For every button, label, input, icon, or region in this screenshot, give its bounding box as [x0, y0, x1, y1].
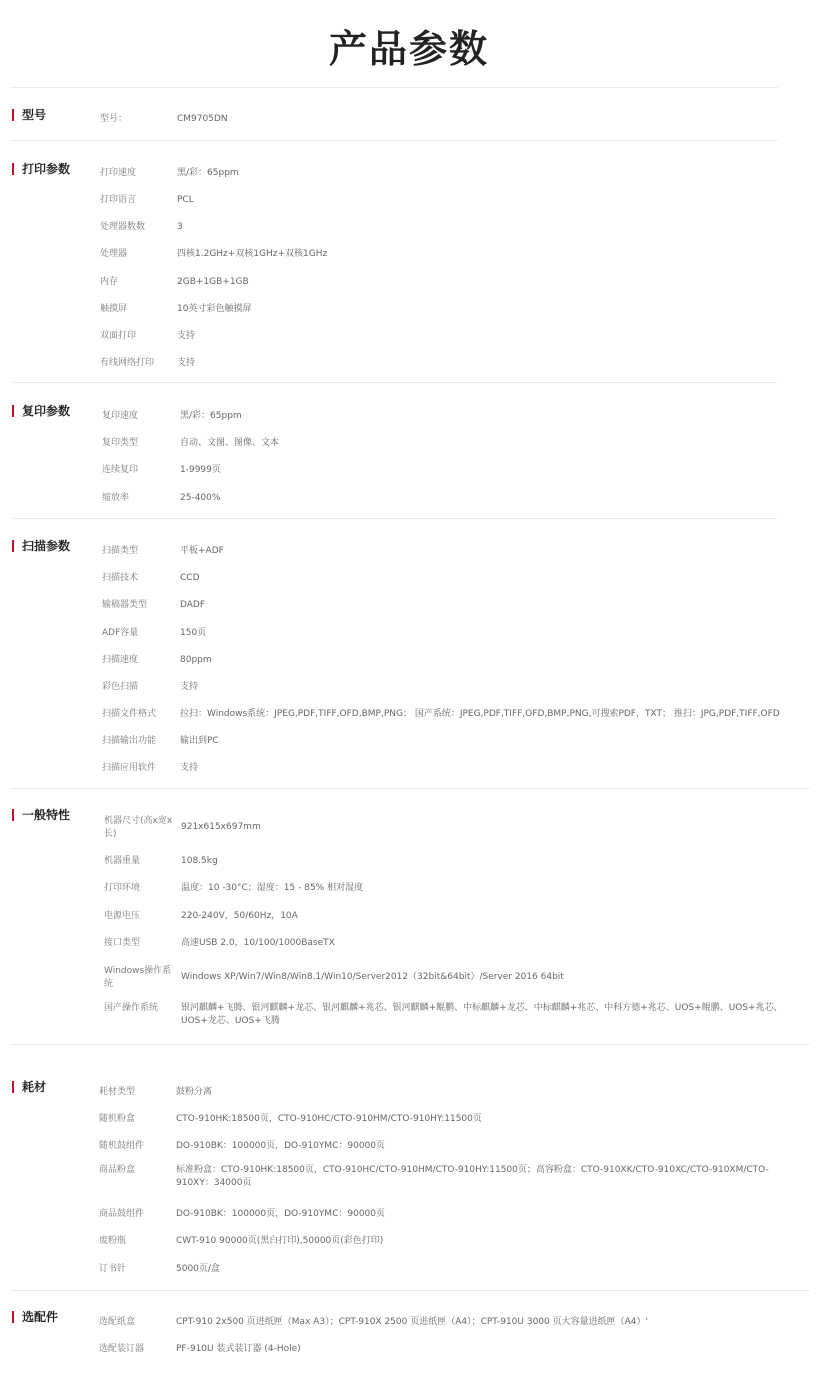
spec-label: 复印速度 — [102, 411, 139, 421]
spec-value: CM9705DN — [177, 114, 228, 124]
spec-label: 扫描输出功能 — [102, 736, 157, 746]
section-accent-bar — [12, 163, 14, 175]
spec-label: 订书针 — [99, 1264, 127, 1274]
spec-value: 支持 — [180, 682, 199, 692]
section-accent-bar — [12, 1311, 14, 1323]
spec-label: Windows操作系统 — [104, 966, 172, 989]
spec-label: 触摸屏 — [100, 304, 128, 314]
spec-value: 10英寸彩色触摸屏 — [177, 304, 252, 314]
section-accent-bar — [12, 540, 14, 552]
section-divider — [10, 788, 810, 789]
spec-label: 型号： — [100, 114, 128, 124]
spec-value: 鼓粉分离 — [176, 1087, 213, 1097]
section-title: 一般特性 — [22, 808, 71, 822]
spec-value: Windows XP/Win7/Win8/Win8.1/Win10/Server2012（32bit&64bit）/Server 2016 64bit — [181, 972, 564, 982]
spec-label: 连续复印 — [102, 465, 139, 475]
spec-value: PCL — [177, 195, 194, 205]
spec-value: 平板+ADF — [180, 546, 224, 556]
spec-value: DO-910BK：100000页，DO-910YMC：90000页 — [176, 1141, 385, 1151]
spec-label: 双面打印 — [100, 331, 137, 341]
spec-label: 扫描速度 — [102, 655, 139, 665]
spec-value: 高速USB 2.0，10/100/1000BaseTX — [181, 938, 335, 948]
section-accent-bar — [12, 1081, 14, 1093]
section-accent-bar — [12, 405, 14, 417]
spec-label: 商品粉盒 — [99, 1165, 136, 1175]
spec-value: 921x615x697mm — [181, 822, 261, 832]
section-title: 打印参数 — [22, 162, 71, 176]
spec-value: 108.5kg — [181, 856, 218, 866]
section-divider — [10, 140, 778, 141]
spec-value: CCD — [180, 573, 200, 583]
spec-label: 扫描类型 — [102, 546, 139, 556]
spec-label: 选配纸盒 — [99, 1317, 136, 1327]
spec-label: 电源电压 — [104, 911, 141, 921]
spec-value: 支持 — [180, 763, 199, 773]
spec-label: 打印语言 — [100, 195, 137, 205]
section-divider — [10, 1290, 810, 1291]
section-accent-bar — [12, 809, 14, 821]
spec-value: 3 — [177, 222, 183, 232]
spec-label: 耗材类型 — [99, 1087, 136, 1097]
spec-label: 缩放率 — [102, 493, 130, 503]
section-title: 扫描参数 — [22, 539, 71, 553]
section-title: 耗材 — [22, 1080, 47, 1094]
spec-value: DO-910BK：100000页，DO-910YMC：90000页 — [176, 1209, 385, 1219]
spec-value: 温度：10 -30°C；湿度：15 - 85% 相对湿度 — [181, 883, 364, 893]
spec-label: ADF容量 — [102, 628, 139, 638]
section-title: 复印参数 — [22, 404, 71, 418]
spec-label: 机器尺寸(高x宽x长) — [104, 816, 173, 839]
spec-label: 处理器 — [100, 249, 128, 259]
spec-value: 220-240V，50/60Hz，10A — [181, 911, 298, 921]
spec-value: CPT-910 2x500 页进纸匣（Max A3）；CPT-910X 2500 页进纸匣（A4）；CPT-910U 3000 页大容量进纸匣（A4）' — [176, 1317, 648, 1327]
spec-label: 复印类型 — [102, 438, 139, 448]
section-title: 型号 — [22, 108, 47, 122]
spec-value: 80ppm — [180, 655, 212, 665]
section-divider — [10, 382, 778, 383]
spec-label: 有线网络打印 — [100, 358, 155, 368]
section-divider — [10, 1044, 810, 1045]
spec-value: 支持 — [177, 358, 196, 368]
spec-label: 内存 — [100, 277, 119, 287]
spec-value: 1-9999页 — [180, 465, 221, 475]
section-title: 选配件 — [22, 1310, 59, 1324]
spec-value: 四核1.2GHz+双核1GHz+双核1GHz — [177, 249, 328, 259]
section-accent-bar — [12, 109, 14, 121]
spec-value: 25-400% — [180, 493, 221, 503]
spec-label: 商品鼓组件 — [99, 1209, 145, 1219]
spec-label: 随机粉盒 — [99, 1114, 136, 1124]
spec-value: DADF — [180, 600, 206, 610]
spec-label: 机器重量 — [104, 856, 141, 866]
spec-value: PF-910U 装式装订器 (4-Hole) — [176, 1344, 301, 1354]
spec-label: 扫描应用软件 — [102, 763, 157, 773]
spec-label: 扫描文件格式 — [102, 709, 157, 719]
spec-value: 银河麒麟+飞腾、银河麒麟+龙芯、银河麒麟+兆芯、银河麒麟+鲲鹏、中标麒麟+龙芯、中标麒麟+兆芯、中科方德+兆芯、UOS+鲲鹏、UOS+兆芯、UOS+龙芯、UOS+飞腾 — [181, 1003, 783, 1026]
spec-value: 150页 — [180, 628, 207, 638]
spec-label: 输稿器类型 — [102, 600, 148, 610]
spec-label: 随机鼓组件 — [99, 1141, 145, 1151]
spec-value: 输出到PC — [180, 736, 219, 746]
spec-value: 标准粉盒：CTO-910HK:18500页，CTO-910HC/CTO-910HM/CTO-910HY:11500页；高容粉盒：CTO-910XK/CTO-910XC/CTO-910XM/CTO-910XY：34000页 — [176, 1165, 769, 1188]
spec-label: 接口类型 — [104, 938, 141, 948]
spec-label: 彩色扫描 — [102, 682, 139, 692]
spec-label: 废粉瓶 — [99, 1236, 127, 1246]
spec-value: 5000页/盒 — [176, 1264, 220, 1274]
section-divider — [10, 518, 778, 519]
spec-label: 打印速度 — [100, 168, 137, 178]
spec-value: 2GB+1GB+1GB — [177, 277, 249, 287]
page-title: 产品参数 — [328, 27, 489, 71]
spec-value: CWT-910 90000页(黑白打印),50000页(彩色打印) — [176, 1236, 384, 1246]
spec-value: 黑/彩：65ppm — [177, 168, 239, 178]
spec-label: 打印环境 — [104, 883, 141, 893]
spec-label: 选配装订器 — [99, 1344, 145, 1354]
spec-label: 扫描技术 — [102, 573, 139, 583]
spec-value: 拉扫：Windows系统：JPEG,PDF,TIFF,OFD,BMP,PNG； 国产系统：JPEG,PDF,TIFF,OFD,BMP,PNG,可搜索PDF，TXT； 推扫：JPG,PDF,TIFF,OFD — [180, 709, 780, 719]
spec-label: 处理器数数 — [100, 222, 146, 232]
section-divider — [10, 87, 778, 88]
spec-value: 支持 — [177, 331, 196, 341]
spec-value: 黑/彩：65ppm — [180, 411, 242, 421]
spec-label: 国产操作系统 — [104, 1003, 159, 1013]
spec-value: 自动、文图、图像、文本 — [180, 438, 280, 448]
spec-value: CTO-910HK:18500页，CTO-910HC/CTO-910HM/CTO-910HY:11500页 — [176, 1114, 482, 1124]
